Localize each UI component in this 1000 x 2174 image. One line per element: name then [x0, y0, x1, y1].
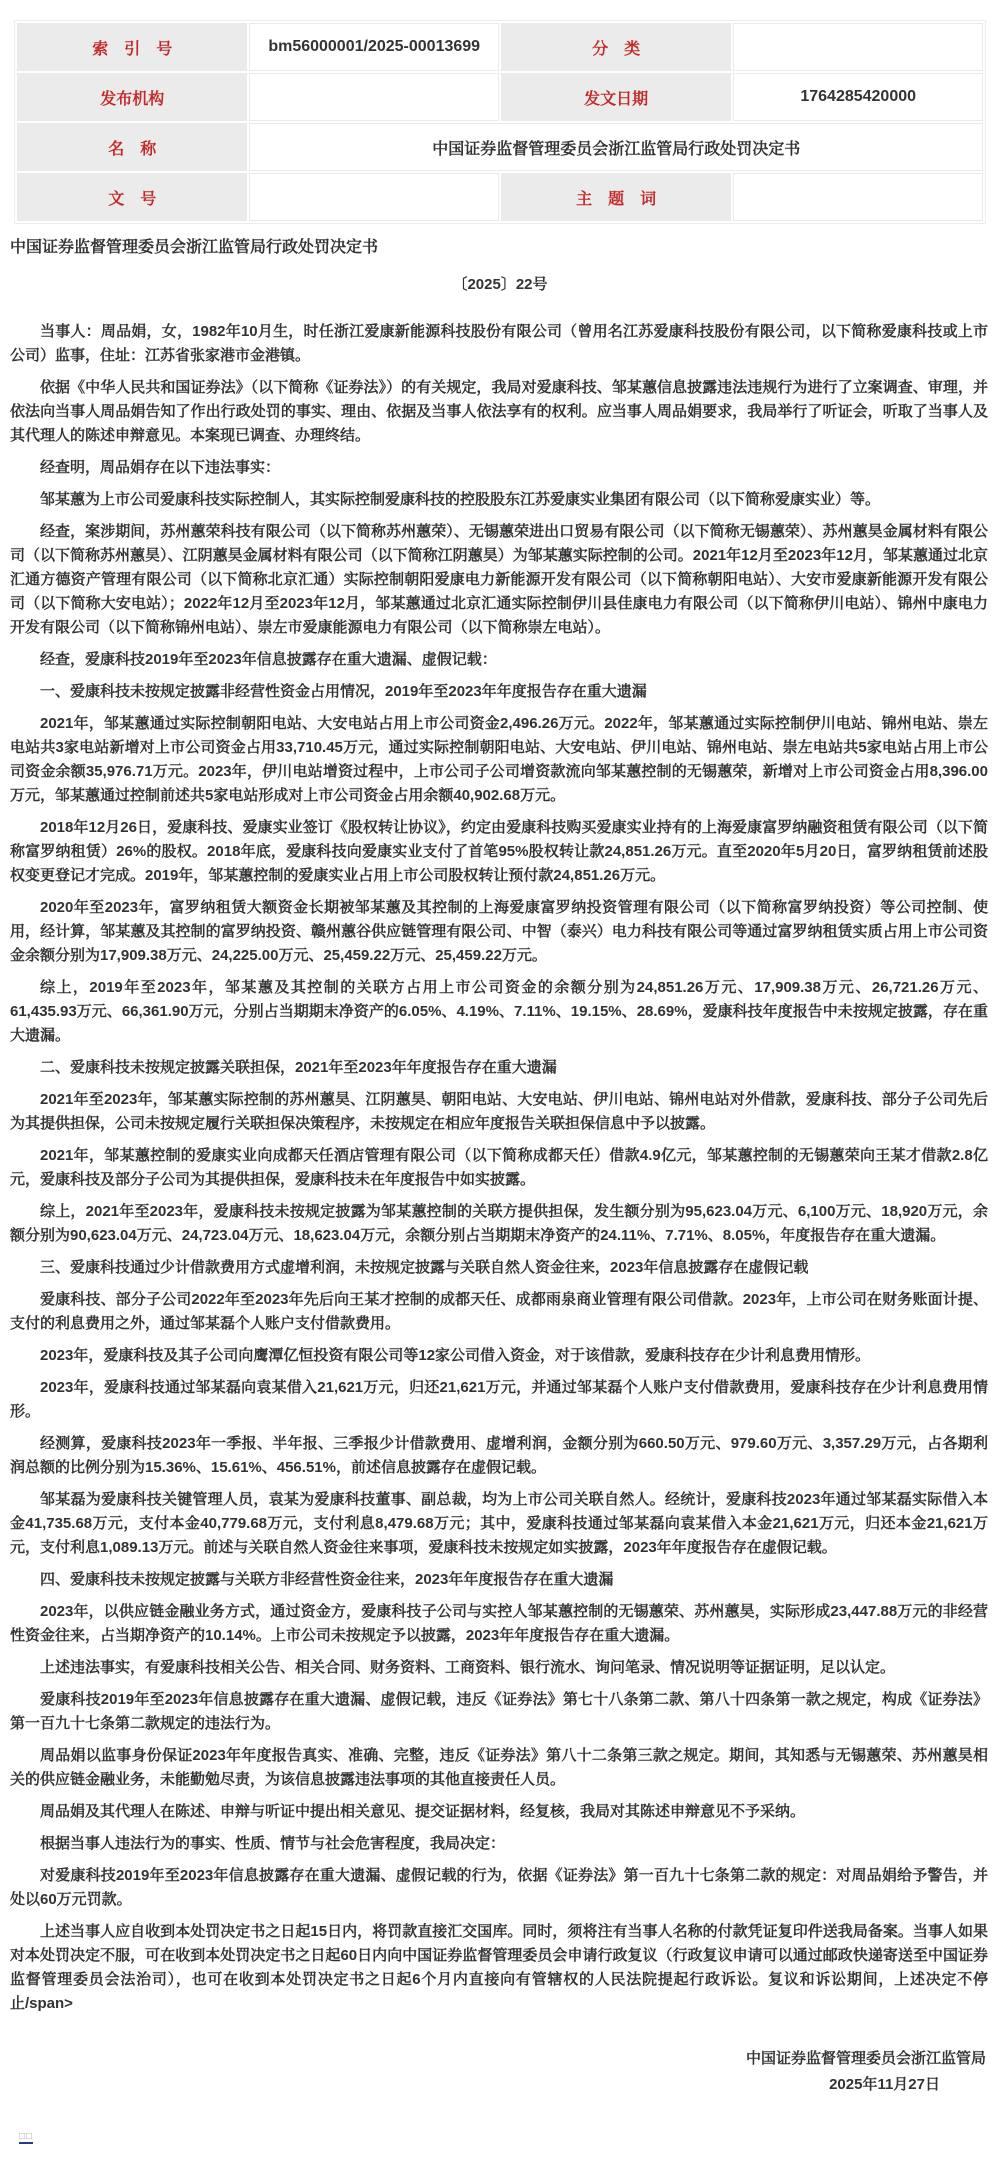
- index-value: bm56000001/2025-00013699: [249, 23, 499, 71]
- signature-date: 2025年11月27日: [829, 2076, 940, 2093]
- issue-date-label: 发文日期: [501, 73, 731, 121]
- section-heading: 一、爱康科技未按规定披露非经营性资金占用情况，2019年至2023年年度报告存在重大遗漏: [40, 683, 647, 700]
- metadata-table: [14, 20, 986, 224]
- document-page: [0, 20, 1000, 2174]
- footer-broken-glyphs: □□: [19, 2131, 34, 2142]
- signature-org: 中国证券监督管理委员会浙江监管局: [745, 2050, 986, 2067]
- section-heading: 二、爱康科技未按规定披露关联担保，2021年至2023年年度报告存在重大遗漏: [40, 1059, 557, 1076]
- paragraph: 2021年，邹某蕙通过实际控制朝阳电站、大安电站占用上市公司资金2,496.26万元。2022年，邹某蕙通过实际控制伊川电站、锦州电站、崇左电站共3家电站新增对上市公司资金占用33,710.45万元，通过实际控制朝阳电站、大安电站、伊川电站、锦州电站、崇左电站共5家电站占用上市公司资金余额35,976.71万元。2023年，伊川电站增资过程中，上市公司子公司增资款流向邹某蕙控制的无锡蕙荣，新增对上市公司资金占用8,396.00万元，邹某蕙通过控制前述共5家电站形成对上市公司资金占用余额40,902.68万元。: [10, 715, 988, 804]
- paragraph: 2023年，爱康科技及其子公司向鹰潭亿恒投资有限公司等12家公司借入资金，对于该借款，爱康科技存在少计利息费用情形。: [40, 1347, 871, 1364]
- paragraph: 周品娟以监事身份保证2023年年度报告真实、准确、完整，违反《证券法》第八十二条第三款之规定。期间，其知悉与无锡蕙荣、苏州蕙昊相关的供应链金融业务，未能勤勉尽责，为该信息披露违法事项的其他直接责任人员。: [10, 1747, 988, 1788]
- category-label: 分 类: [501, 23, 731, 71]
- index-label: 索 引 号: [17, 23, 247, 71]
- paragraph: 根据当事人违法行为的事实、性质、情节与社会危害程度，我局决定：: [40, 1835, 506, 1852]
- agency-value: [249, 73, 499, 121]
- subject-label: 主 题 词: [501, 173, 731, 221]
- signature-block: [0, 2046, 1000, 2098]
- name-value: 中国证券监督管理委员会浙江监管局行政处罚决定书: [249, 123, 983, 171]
- docno-label: 文 号: [17, 173, 247, 221]
- section-heading: 四、爱康科技未按规定披露与关联方非经营性资金往来，2023年年度报告存在重大遗漏: [40, 1571, 614, 1588]
- paragraph: 周品娟及其代理人在陈述、申辩与听证中提出相关意见、提交证据材料，经复核，我局对其陈述申辩意见不予采纳。: [40, 1803, 806, 1820]
- subject-value: [733, 173, 983, 221]
- paragraph: 依据《中华人民共和国证券法》（以下简称《证券法》）的有关规定，我局对爱康科技、邹某蕙信息披露违法违规行为进行了立案调查、审理，并依法向当事人周品娟告知了作出行政处罚的事实、理由、依据及当事人依法享有的权利。应当事人周品娟要求，我局举行了听证会，听取了当事人及其代理人的陈述申辩意见。本案现已调查、办理终结。: [10, 379, 988, 444]
- table-row: [17, 123, 983, 171]
- paragraph: 经查，案涉期间，苏州蕙荣科技有限公司（以下简称苏州蕙荣）、无锡蕙荣进出口贸易有限公司（以下简称无锡蕙荣）、苏州蕙昊金属材料有限公司（以下简称苏州蕙昊）、江阴蕙昊金属材料有限公司（以下简称江阴蕙昊）为邹某蕙实际控制的公司。2021年12月至2023年12月，邹某蕙通过北京汇通方德资产管理有限公司（以下简称北京汇通）实际控制朝阳爱康电力新能源开发有限公司（以下简称朝阳电站）、大安市爱康新能源开发有限公司（以下简称大安电站）；2022年12月至2023年12月，邹某蕙通过北京汇通实际控制伊川县佳康电力有限公司（以下简称伊川电站）、锦州中康电力开发有限公司（以下简称锦州电站）、崇左市爱康能源电力有限公司（以下简称崇左电站）。: [10, 523, 988, 636]
- paragraph: 2023年，爱康科技通过邹某磊向袁某借入21,621万元，归还21,621万元，并通过邹某磊个人账户支付借款费用，爱康科技存在少计利息费用情形。: [10, 1379, 988, 1420]
- paragraph: 综上，2019年至2023年，邹某蕙及其控制的关联方占用上市公司资金的余额分别为24,851.26万元、17,909.38万元、26,721.26万元、61,435.93万元、66,361.90万元，分别占当期期末净资产的6.05%、4.19%、7.11%、19.15%、28.69%，爱康科技年度报告中未按规定披露，存在重大遗漏。: [10, 979, 988, 1044]
- table-row: [17, 73, 983, 121]
- paragraph: 爱康科技2019年至2023年信息披露存在重大遗漏、虚假记载，违反《证券法》第七十八条第二款、第八十四条第一款之规定，构成《证券法》第一百九十七条第二款规定的违法行为。: [10, 1691, 988, 1732]
- docno-value: [249, 173, 499, 221]
- paragraph: 爱康科技、部分子公司2022年至2023年先后向王某才控制的成都天任、成都雨泉商业管理有限公司借款。2023年，上市公司在财务账面计提、支付的利息费用之外，通过邹某磊个人账户支付借款费用。: [10, 1291, 988, 1332]
- document-number: 〔2025〕22号: [452, 276, 548, 293]
- table-row: [17, 173, 983, 221]
- paragraph: 经测算，爱康科技2023年一季报、半年报、三季报少计借款费用、虚增利润，金额分别为660.50万元、979.60万元、3,357.29万元，占各期利润总额的比例分别为15.36%、15.61%、456.51%，前述信息披露存在虚假记载。: [10, 1435, 988, 1476]
- paragraph: 对爱康科技2019年至2023年信息披露存在重大遗漏、虚假记载的行为，依据《证券法》第一百九十七条第二款的规定：对周品娟给予警告，并处以60万元罚款。: [10, 1867, 988, 1908]
- document-body: [0, 320, 1000, 2016]
- name-label: 名 称: [17, 123, 247, 171]
- paragraph: 2021年至2023年，邹某蕙实际控制的苏州蕙昊、江阴蕙昊、朝阳电站、大安电站、伊川电站、锦州电站对外借款，爱康科技、部分子公司先后为其提供担保，公司未按规定履行关联担保决策程序，未按规定在相应年度报告关联担保信息中予以披露。: [10, 1091, 988, 1132]
- page-title: 中国证券监督管理委员会浙江监管局行政处罚决定书: [10, 239, 379, 256]
- issue-date-value: 1764285420000: [733, 73, 983, 121]
- paragraph: 2018年12月26日，爱康科技、爱康实业签订《股权转让协议》，约定由爱康科技购买爱康实业持有的上海爱康富罗纳融资租赁有限公司（以下简称富罗纳租赁）26%的股权。2018年底，爱康科技向爱康实业支付了首笔95%股权转让款24,851.26万元。直至2020年5月20日，富罗纳租赁前述股权变更登记才完成。2019年，邹某蕙控制的爱康实业占用上市公司股权转让预付款24,851.26万元。: [10, 819, 988, 884]
- paragraph: 邹某蕙为上市公司爱康科技实际控制人，其实际控制爱康科技的控股股东江苏爱康实业集团有限公司（以下简称爱康实业）等。: [40, 491, 881, 508]
- paragraph: 2023年，以供应链金融业务方式，通过资金方，爱康科技子公司与实控人邹某蕙控制的无锡蕙荣、苏州蕙昊，实际形成23,447.88万元的非经营性资金往来，占当期净资产的10.14%。上市公司未按规定予以披露，2023年年度报告存在重大遗漏。: [10, 1603, 988, 1644]
- paragraph: 上述违法事实，有爱康科技相关公告、相关合同、财务资料、工商资料、银行流水、询问笔录、情况说明等证据证明，足以认定。: [40, 1659, 896, 1676]
- agency-label: 发布机构: [17, 73, 247, 121]
- paragraph: 当事人：周品娟，女，1982年10月生，时任浙江爱康新能源科技股份有限公司（曾用名江苏爱康科技股份有限公司，以下简称爱康科技或上市公司）监事，住址：江苏省张家港市金港镇。: [10, 323, 988, 364]
- paragraph: 经查，爱康科技2019年至2023年信息披露存在重大遗漏、虚假记载：: [40, 651, 497, 668]
- paragraph: 上述当事人应自收到本处罚决定书之日起15日内，将罚款直接汇交国库。同时，须将注有当事人名称的付款凭证复印件送我局备案。当事人如果对本处罚决定不服，可在收到本处罚决定书之日起60日内向中国证券监督管理委员会申请行政复议（行政复议申请可以通过邮政快递寄送至中国证券监督管理委员会法治司），也可在收到本处罚决定书之日起6个月内直接向有管辖权的人民法院提起行政诉讼。复议和诉讼期间，上述决定不停止/span>: [10, 1923, 988, 2012]
- paragraph: 邹某磊为爱康科技关键管理人员，袁某为爱康科技董事、副总裁，均为上市公司关联自然人。经统计，爱康科技2023年通过邹某磊实际借入本金41,735.68万元，支付本金40,779.68万元，支付利息8,479.68万元；其中，爱康科技通过邹某磊向袁某借入本金21,621万元，归还本金21,621万元，支付利息1,089.13万元。前述与关联自然人资金往来事项，爱康科技未按规定如实披露，2023年年度报告存在虚假记载。: [10, 1491, 988, 1556]
- section-heading: 三、爱康科技通过少计借款费用方式虚增利润，未按规定披露与关联自然人资金往来，2023年信息披露存在虚假记载: [40, 1259, 809, 1276]
- table-row: [17, 23, 983, 71]
- paragraph: 2020年至2023年，富罗纳租赁大额资金长期被邹某蕙及其控制的上海爱康富罗纳投资管理有限公司（以下简称富罗纳投资）等公司控制、使用，经计算，邹某蕙及其控制的富罗纳投资、赣州蕙谷供应链管理有限公司、中智（泰兴）电力科技有限公司等通过富罗纳租赁实质占用上市公司资金余额分别为17,909.38万元、24,225.00万元、25,459.22万元、25,459.22万元。: [10, 899, 988, 964]
- paragraph: 经查明，周品娟存在以下违法事实：: [40, 459, 281, 476]
- paragraph: 2021年，邹某蕙控制的爱康实业向成都天任酒店管理有限公司（以下简称成都天任）借款4.9亿元，邹某蕙控制的无锡蕙荣向王某才借款2.8亿元，爱康科技及部分子公司为其提供担保，爱康科技未在年度报告中如实披露。: [10, 1147, 988, 1188]
- paragraph: 综上，2021年至2023年，爱康科技未按规定披露为邹某蕙控制的关联方提供担保，发生额分别为95,623.04万元、6,100万元、18,920万元，余额分别为90,623.04万元、24,723.04万元、18,623.04万元，余额分别占当期期末净资产的24.11%、7.71%、8.05%，年度报告存在重大遗漏。: [10, 1203, 988, 1244]
- category-value: [733, 23, 983, 71]
